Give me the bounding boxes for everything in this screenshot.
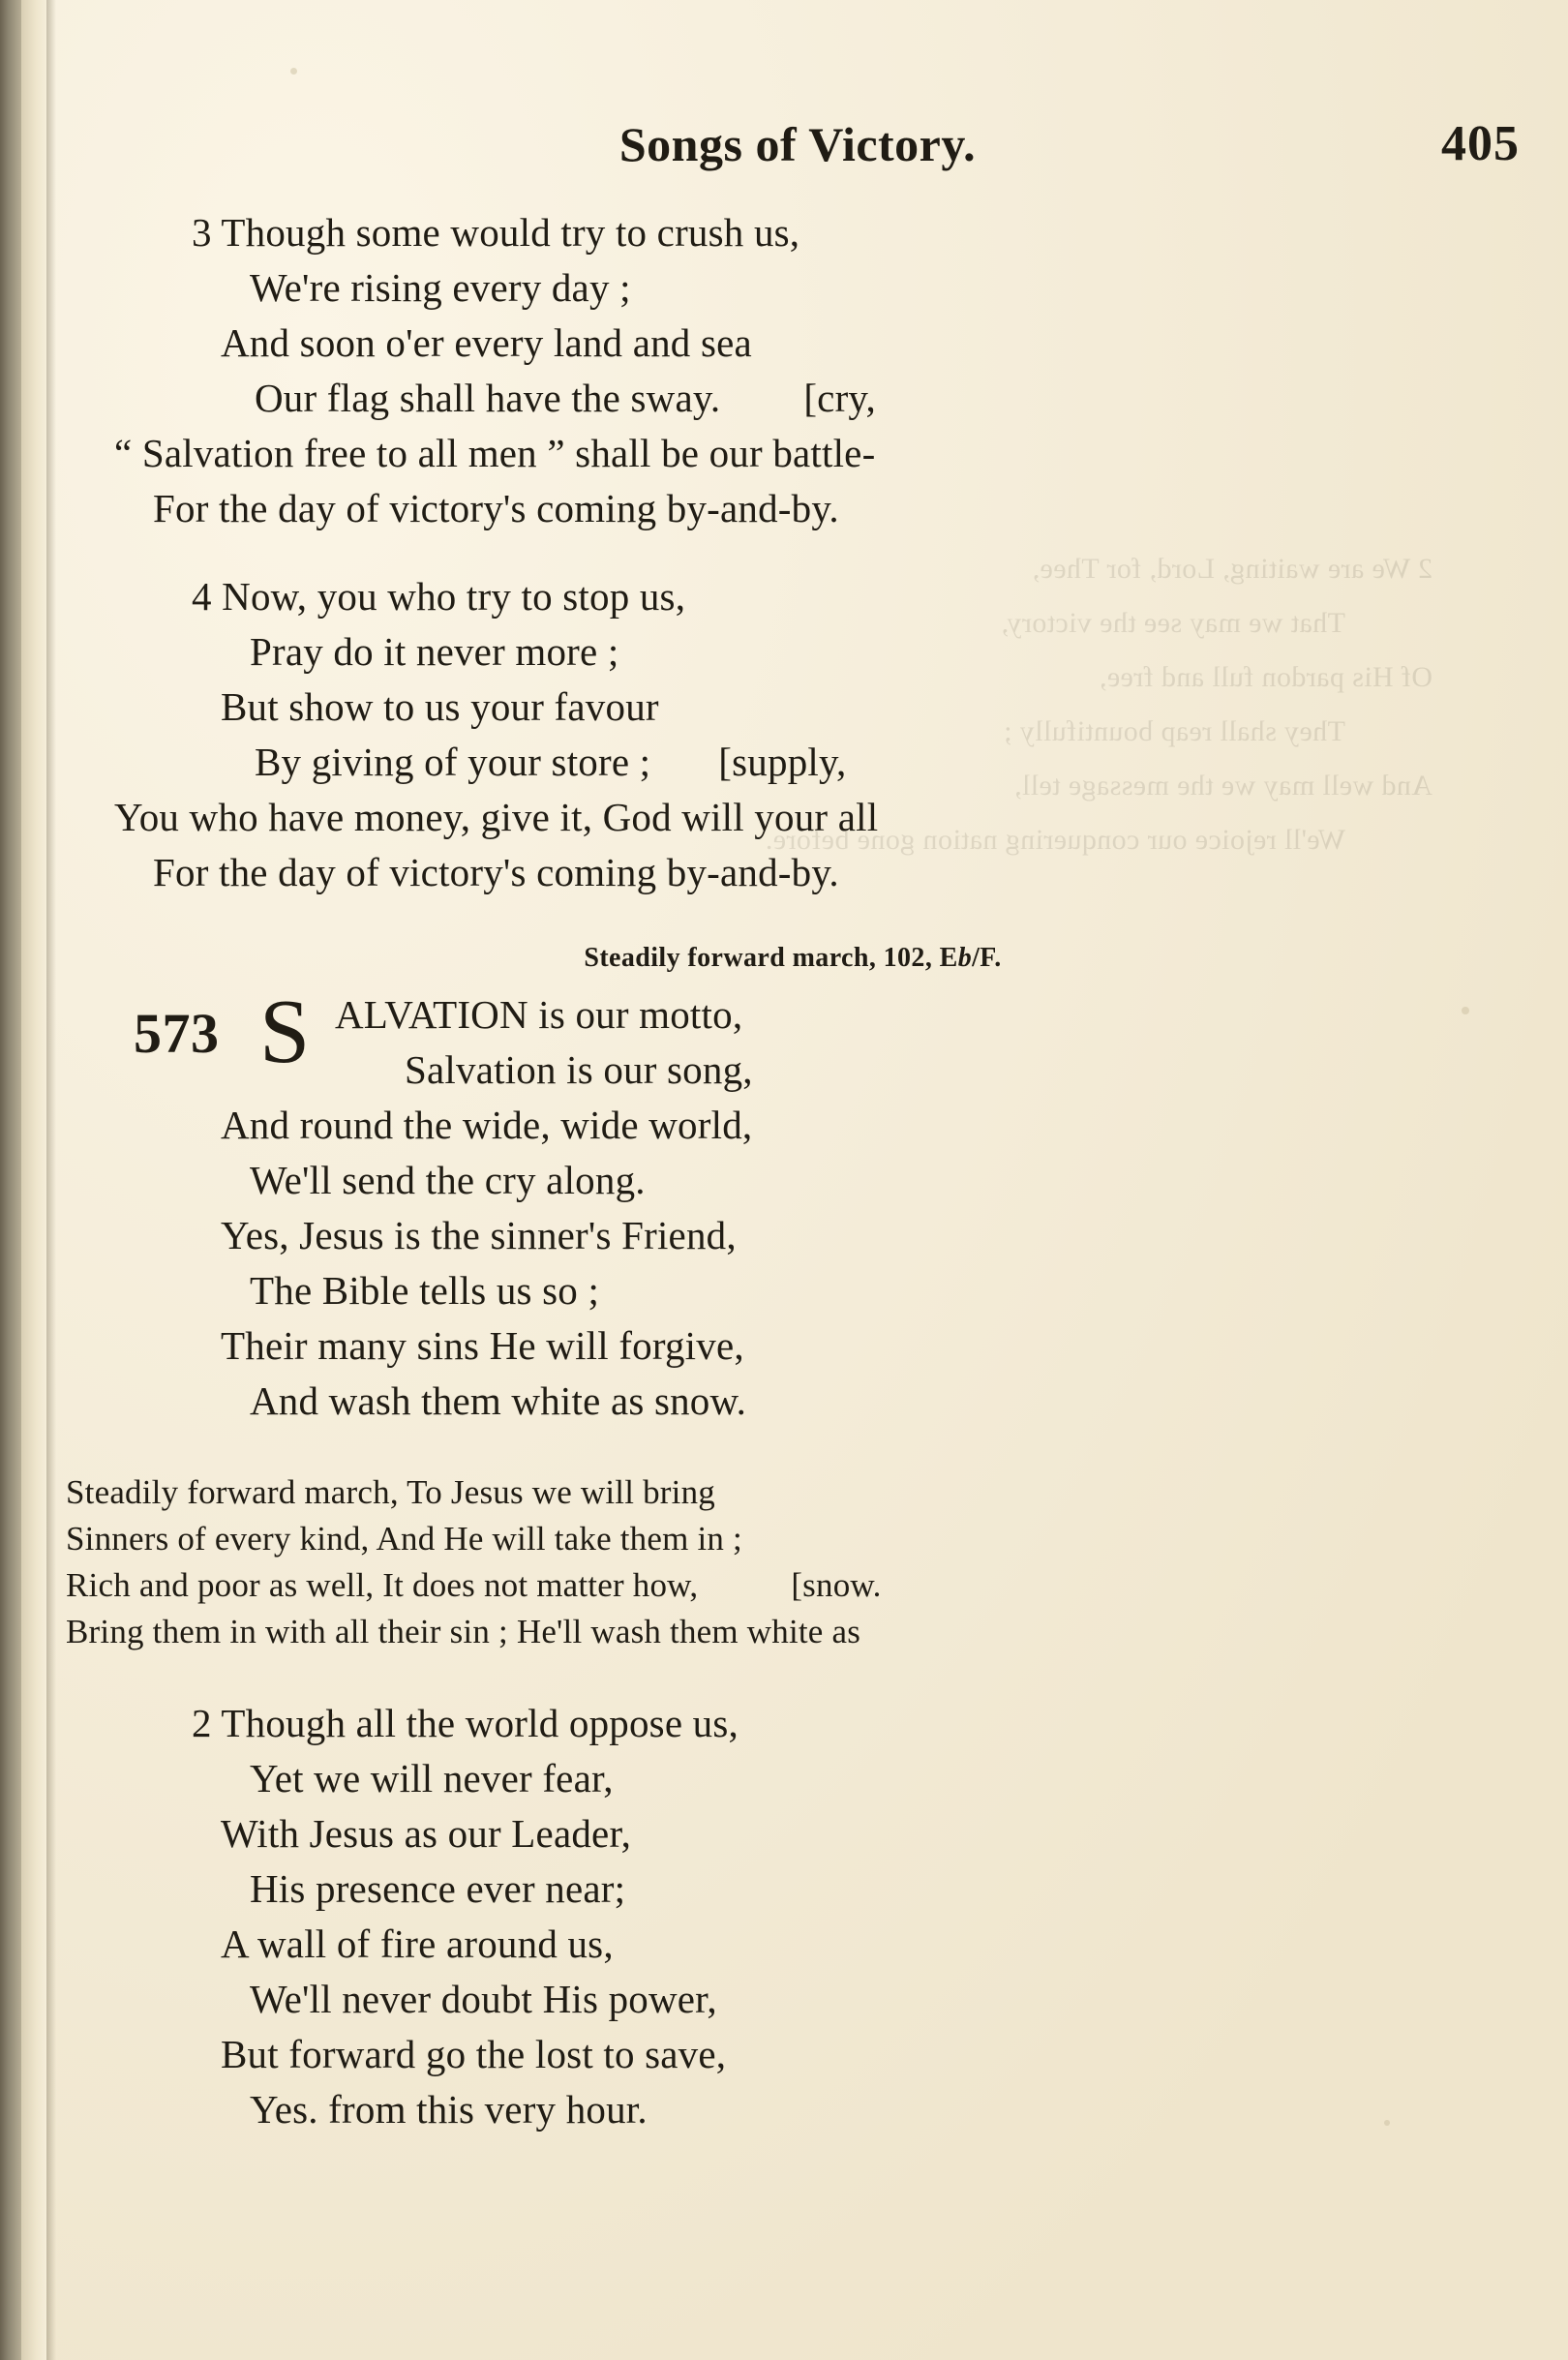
showthrough-line: And well may we the message tell, [1013, 770, 1432, 802]
showthrough-line: They shall reap bountifully ; [1003, 715, 1345, 747]
page-title: Songs of Victory. [618, 117, 977, 171]
verse-line: But forward go the lost to save, [221, 2032, 727, 2076]
verse-line: Their many sins He will forgive, [221, 1323, 744, 1368]
verse-line: And wash them white as snow. [250, 1378, 747, 1423]
chorus-line-text: Rich and poor as well, It does not matter how, [66, 1566, 699, 1604]
verse-3 [56, 205, 1568, 536]
chorus-line [66, 1562, 1568, 1609]
hymn-heading [56, 982, 1568, 1098]
chorus-bracket-note: [snow. [791, 1566, 882, 1604]
tune-direction [56, 943, 1568, 974]
verse-line: For the day of victory's coming by-and-by. [153, 850, 839, 894]
verse-line: His presence ever near; [250, 1866, 626, 1911]
verse-line: “ Salvation free to all men ” shall be our battle- [114, 431, 876, 475]
verse-line: 3 Though some would try to crush us, [192, 210, 800, 255]
verse-line: We're rising every day ; [250, 265, 631, 310]
verse-line: You who have money, give it, God will your all [114, 795, 879, 839]
binding-gutter-shadow [0, 0, 21, 2360]
verse-line: Yes. from this very hour. [250, 2087, 648, 2132]
verse-line: With Jesus as our Leader, [221, 1811, 632, 1856]
verse-line: And soon o'er every land and sea [221, 320, 752, 365]
page-content [56, 0, 1568, 2360]
binding-gutter-edge [46, 0, 56, 2360]
verse-line: A wall of fire around us, [221, 1921, 614, 1966]
verse-line: The Bible tells us so ; [250, 1268, 600, 1313]
chorus-line: Steadily forward march, To Jesus we will bring [66, 1473, 715, 1511]
page-header [56, 116, 1568, 172]
verse-line: We'll never doubt His power, [250, 1977, 717, 2021]
verse-line: For the day of victory's coming by-and-by. [153, 486, 839, 530]
verse-line [56, 735, 1568, 790]
hymn-verse-1-body [56, 1098, 1568, 1429]
verse-line: We'll send the cry along. [250, 1158, 646, 1202]
verse-bracket-note: [supply, [718, 740, 847, 784]
verse-line: But show to us your favour [221, 684, 659, 729]
hymn-number: 573 [134, 1002, 220, 1065]
showthrough-line: Of His pardon full and free, [1099, 661, 1432, 693]
verse-4 [56, 569, 1568, 900]
hymn-opening [259, 982, 1568, 1098]
drop-cap: S [259, 982, 311, 1082]
verse-line: Yes, Jesus is the sinner's Friend, [221, 1213, 737, 1257]
tune-text: Steadily forward march, 102, E [584, 943, 958, 973]
hymn-first-line: ALVATION is our motto, [335, 992, 743, 1037]
verse-line-text: By giving of your store ; [255, 740, 651, 784]
verse-line: And round the wide, wide world, [221, 1103, 753, 1147]
chorus-line: Bring them in with all their sin ; He'll wash them white as [66, 1613, 861, 1650]
page-number: 405 [1441, 116, 1520, 171]
verse-line: Pray do it never more ; [250, 629, 619, 674]
hymn-second-line: Salvation is our song, [405, 1047, 753, 1092]
tune-flat-symbol: b [957, 943, 973, 973]
showthrough-line: That we may see the victory, [1001, 607, 1345, 639]
chorus-line: Sinners of every kind, And He will take them in ; [66, 1520, 742, 1558]
verse-line: Yet we will never fear, [250, 1756, 614, 1800]
verse-line: 4 Now, you who try to stop us, [192, 574, 686, 619]
binding-gutter-light [21, 0, 46, 2360]
verse-line [56, 371, 1568, 426]
showthrough-line: We'll rejoice our conquering nation gone before. [765, 824, 1345, 856]
hymn-chorus [56, 1469, 1568, 1655]
showthrough-line: 2 We are waiting, Lord, for Thee, [1032, 553, 1432, 585]
verse-line: 2 Though all the world oppose us, [192, 1701, 739, 1745]
tune-text-after: /F. [972, 943, 1002, 973]
verse-line-text: Our flag shall have the sway. [255, 376, 721, 420]
verse-bracket-note: [cry, [803, 376, 876, 420]
hymn-verse-2 [56, 1696, 1568, 2137]
